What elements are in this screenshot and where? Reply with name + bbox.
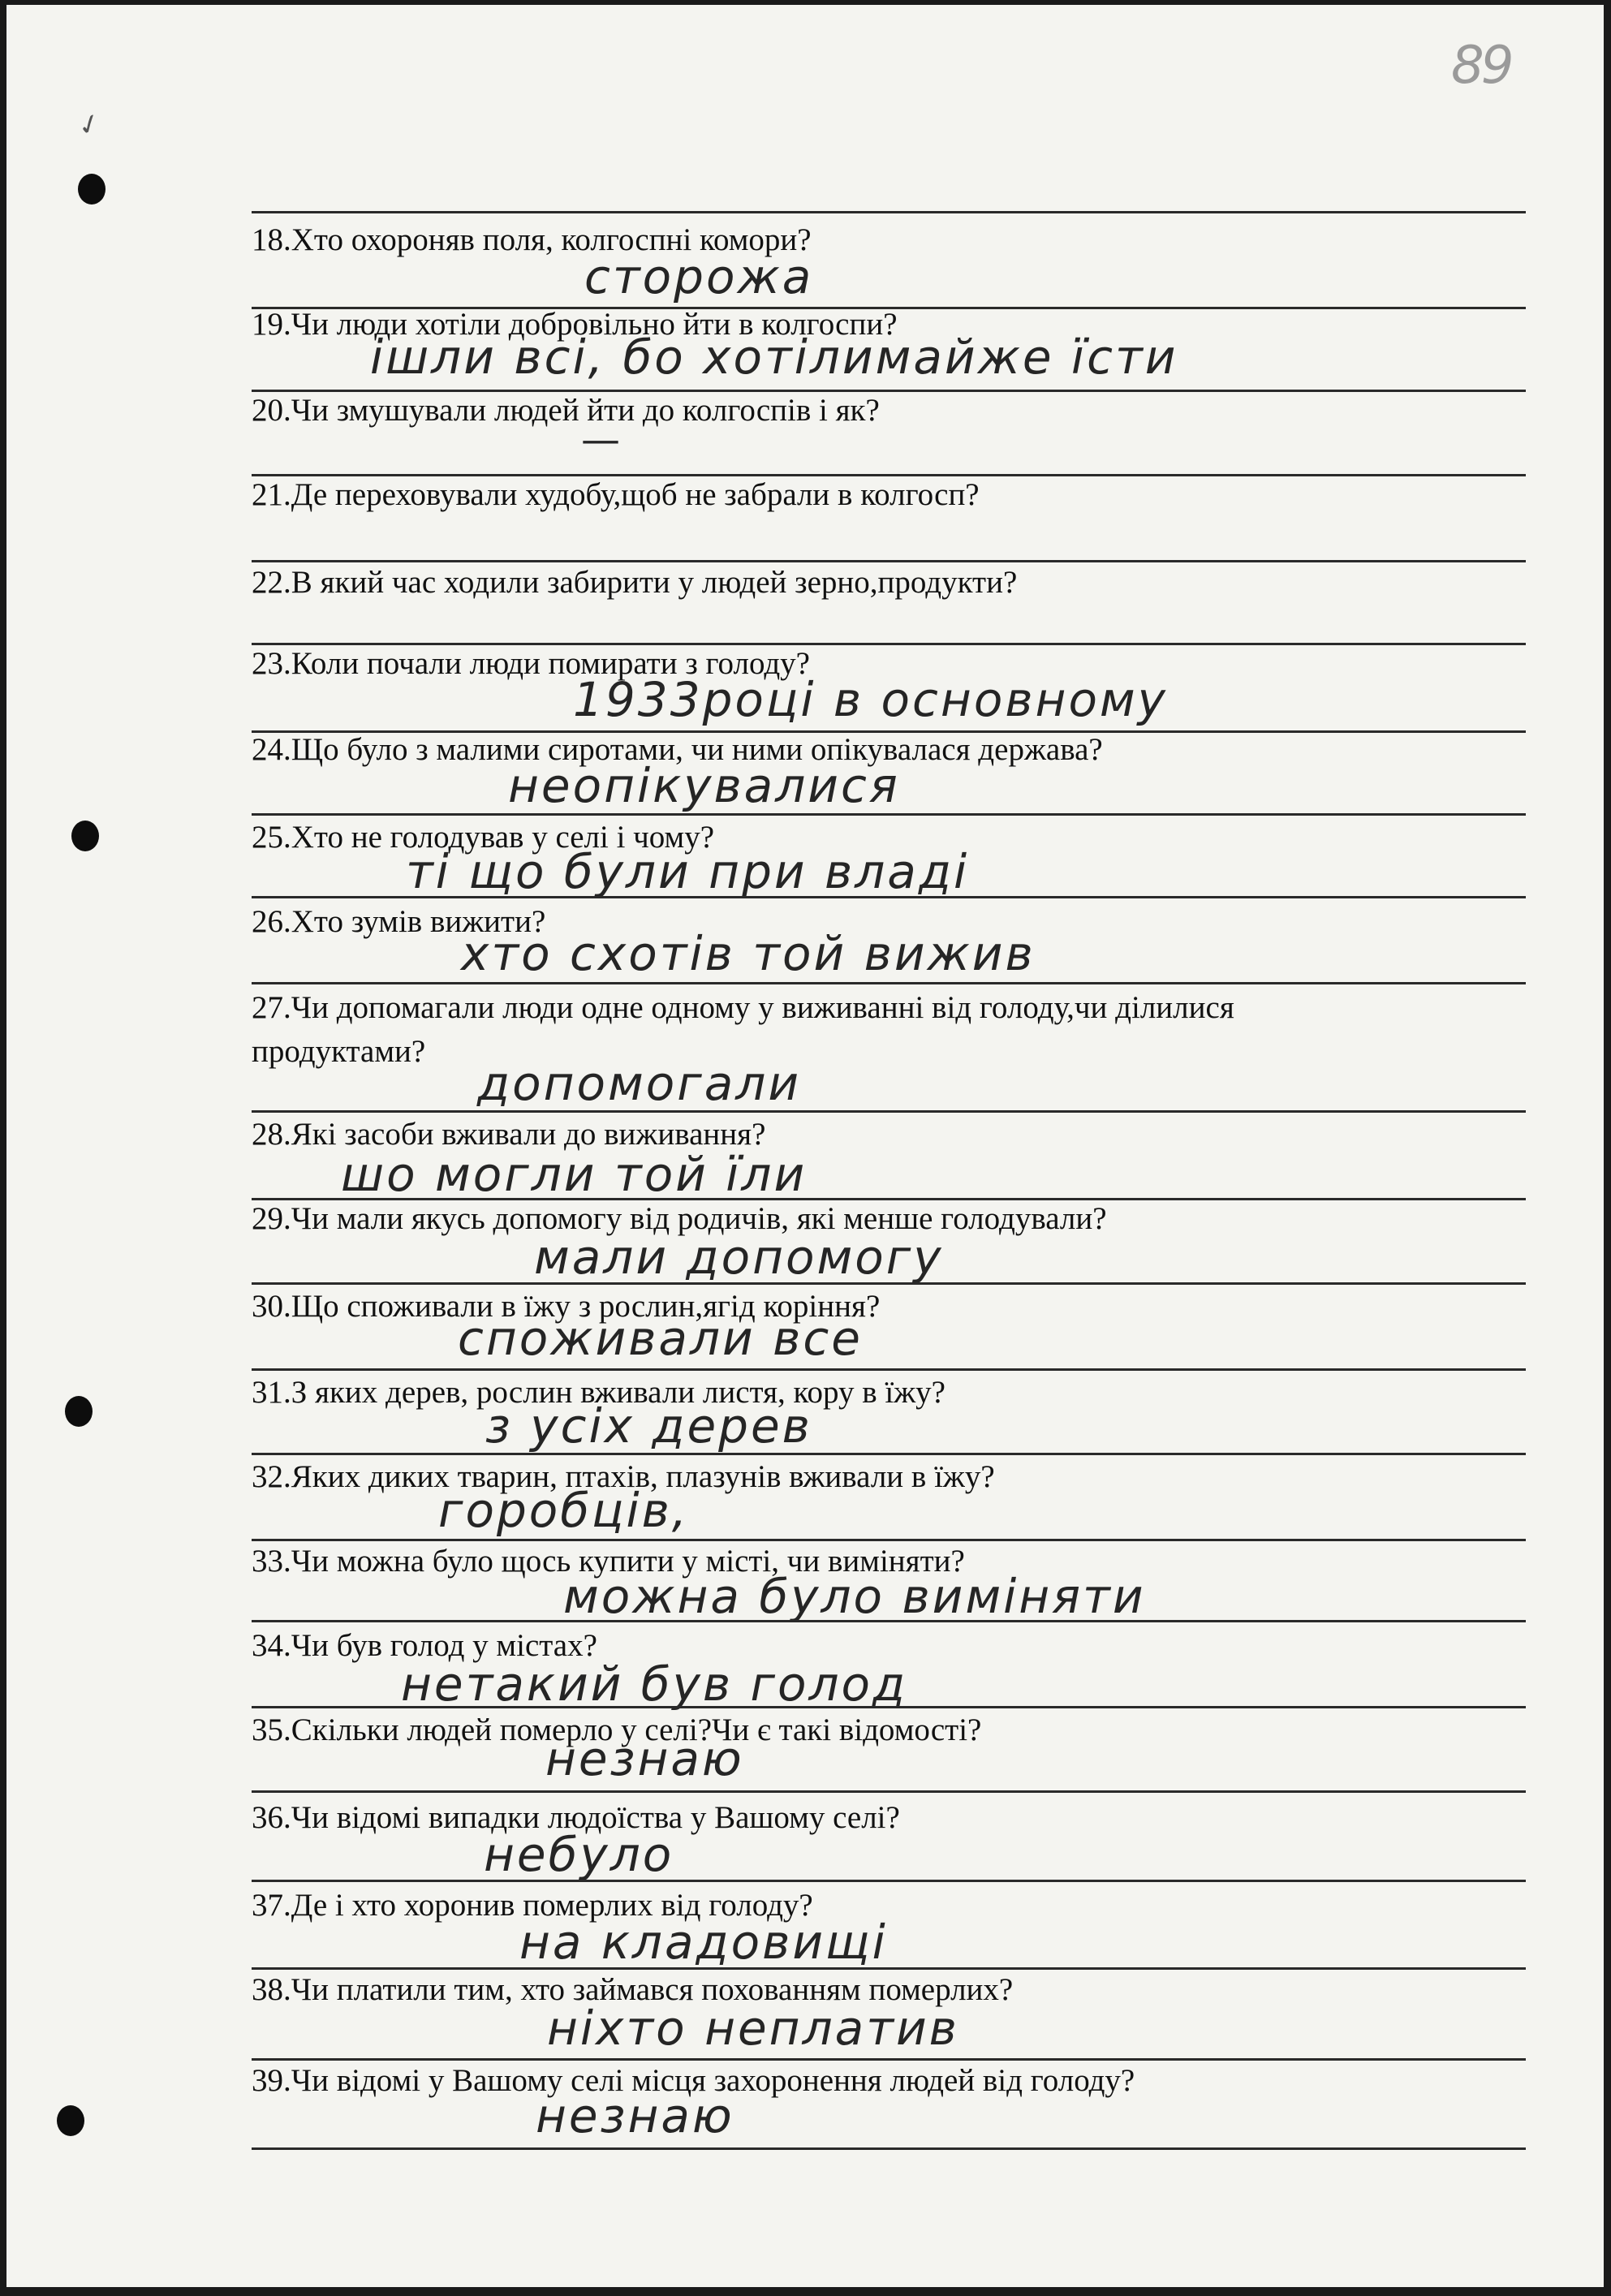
punch-hole	[57, 2105, 84, 2136]
answer-line	[252, 474, 1526, 476]
question-30: 30.Що споживали в їжу з рослин,ягід коріння?	[252, 1289, 881, 1324]
punch-hole	[65, 1396, 93, 1427]
top-rule	[252, 211, 1526, 213]
question-37: 37.Де і хто хоронив померлих від голоду?	[252, 1888, 813, 1923]
answer-31: з усіх дерев	[485, 1398, 812, 1454]
punch-hole	[78, 174, 106, 205]
answer-line	[252, 390, 1526, 392]
answer-32: горобців,	[438, 1483, 690, 1538]
answer-line	[252, 643, 1526, 645]
answer-18: сторожа	[584, 249, 814, 304]
answer-line	[252, 1453, 1526, 1455]
answer-line	[252, 896, 1526, 898]
question-21: 21.Де переховували худобу,щоб не забрали в колгосп?	[252, 477, 980, 512]
answer-line	[252, 1706, 1526, 1708]
answer-26: хто схотів той вижив	[461, 926, 1036, 981]
answer-39: незнаю	[536, 2088, 734, 2143]
answer-36: небуло	[484, 1827, 674, 1882]
answer-line	[252, 1368, 1526, 1371]
answer-line	[252, 813, 1526, 816]
question-24: 24.Що було з малими сиротами, чи ними опікувалася держава?	[252, 732, 1103, 767]
answer-38: ніхто неплатив	[547, 2001, 959, 2056]
question-27-continued: продуктами?	[252, 1034, 426, 1069]
answer-line	[252, 560, 1526, 562]
punch-hole	[71, 821, 99, 851]
question-23: 23.Коли почали люди помирати з голоду?	[252, 646, 810, 681]
answer-line	[252, 1967, 1526, 1970]
answer-37: на кладовищі	[519, 1915, 888, 1970]
question-26: 26.Хто зумів вижити?	[252, 904, 546, 939]
answer-25: ті що були при владі	[406, 844, 970, 899]
question-36: 36.Чи відомі випадки людоїства у Вашому селі?	[252, 1800, 900, 1835]
check-mark: ✓	[73, 106, 106, 144]
answer-line	[252, 1110, 1526, 1113]
answer-20: —	[581, 417, 622, 463]
answer-35: незнаю	[545, 1731, 744, 1786]
page-number: 89	[1451, 36, 1511, 96]
answer-line	[252, 1198, 1526, 1200]
answer-line	[252, 1539, 1526, 1541]
question-22: 22.В який час ходили забирити у людей зерно,продукти?	[252, 565, 1018, 600]
answer-19: ішли всі, бо хотілимайже їсти	[370, 330, 1178, 385]
document-page	[6, 5, 1604, 2287]
question-28: 28.Які засоби вживали до виживання?	[252, 1117, 766, 1152]
answer-line	[252, 1790, 1526, 1793]
question-18: 18.Хто охороняв поля, колгоспні комори?	[252, 222, 812, 257]
question-25: 25.Хто не голодував у селі і чому?	[252, 820, 715, 855]
question-19: 19.Чи люди хотіли добровільно йти в колгоспи?	[252, 307, 898, 342]
answer-34: нетакий був голод	[401, 1656, 908, 1712]
question-33: 33.Чи можна було щось купити у місті, чи виміняти?	[252, 1544, 965, 1579]
question-38: 38.Чи платили тим, хто займався похованням померлих?	[252, 1972, 1014, 2007]
answer-30: споживали все	[458, 1311, 863, 1366]
question-39: 39.Чи відомі у Вашому селі місця захоронення людей від голоду?	[252, 2063, 1135, 2098]
question-35: 35.Скільки людей померло у селі?Чи є такі відомості?	[252, 1712, 982, 1747]
answer-28: шо могли той їли	[341, 1147, 808, 1202]
question-34: 34.Чи був голод у містах?	[252, 1628, 597, 1663]
question-20: 20.Чи змушували людей йти до колгоспів і як?	[252, 393, 880, 428]
answer-line	[252, 2058, 1526, 2061]
answer-line	[252, 1880, 1526, 1882]
question-32: 32.Яких диких тварин, птахів, плазунів вживали в їжу?	[252, 1459, 995, 1494]
answer-line	[252, 1620, 1526, 1622]
answer-27: допомогали	[477, 1056, 802, 1111]
question-29: 29.Чи мали якусь допомогу від родичів, які менше голодували?	[252, 1201, 1107, 1236]
question-27: 27.Чи допомагали люди одне одному у виживанні від голоду,чи ділилися	[252, 990, 1234, 1025]
answer-line	[252, 982, 1526, 984]
question-31: 31.З яких дерев, рослин вживали листя, кору в їжу?	[252, 1375, 945, 1410]
answer-29: мали допомогу	[534, 1230, 944, 1285]
answer-33: можна було виміняти	[563, 1569, 1146, 1624]
answer-24: неопікувалися	[508, 758, 900, 813]
answer-line	[252, 2147, 1526, 2150]
answer-23: 1933році в основному	[573, 672, 1169, 727]
answer-line	[252, 1282, 1526, 1285]
